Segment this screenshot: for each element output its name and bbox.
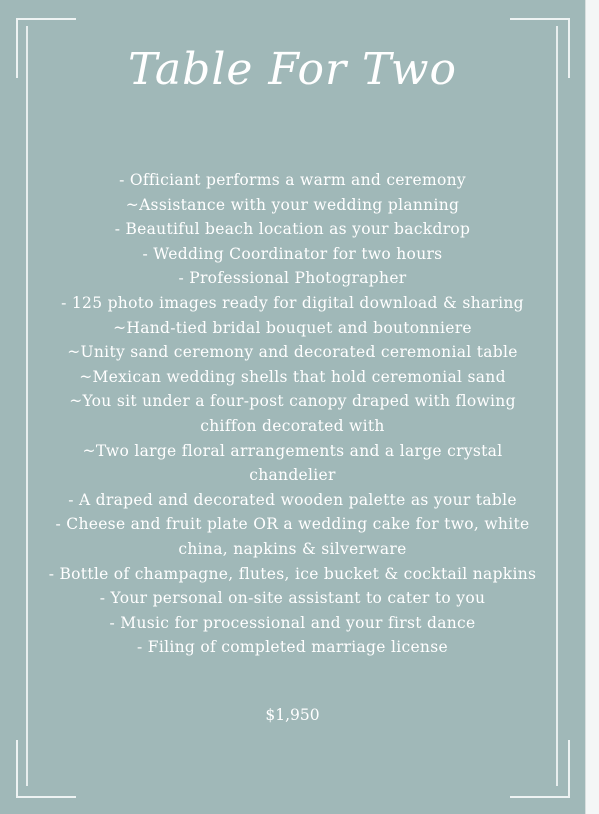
list-item: ~Mexican wedding shells that hold ceremonial sand [79, 367, 506, 386]
list-item: - 125 photo images ready for digital download & sharing [61, 293, 524, 312]
corner-line-bottom-right-horizontal [510, 796, 570, 798]
list-item: - Filing of completed marriage license [137, 638, 448, 657]
list-item: ~Hand-tied bridal bouquet and boutonniere [113, 318, 472, 337]
list-item: ~Unity sand ceremony and decorated ceremonial table [67, 343, 518, 362]
corner-line-top-right-horizontal [510, 18, 570, 20]
list-item: - Professional Photographer [178, 269, 407, 288]
package-price: $1,950 [265, 706, 320, 724]
list-item: - Wedding Coordinator for two hours [142, 244, 443, 263]
frame-line-left [26, 26, 28, 786]
list-item: - Music for processional and your first dance [109, 613, 476, 632]
frame-line-right [556, 26, 558, 786]
list-item: - Cheese and fruit plate OR a wedding cake for two, white china, napkins & silverware [55, 515, 530, 558]
list-item: ~Assistance with your wedding planning [125, 195, 460, 214]
list-item: - A draped and decorated wooden palette as your table [68, 490, 517, 509]
corner-line-bottom-right-vertical [568, 740, 570, 798]
list-item: - Officiant performs a warm and ceremony [119, 171, 466, 189]
list-item: - Your personal on-site assistant to cater to you [99, 589, 486, 608]
list-item: - Beautiful beach location as your backdrop [114, 220, 471, 239]
corner-line-top-left-horizontal [16, 18, 76, 20]
corner-line-bottom-left-vertical [16, 740, 18, 798]
feature-list [40, 168, 545, 660]
corner-line-bottom-left-horizontal [16, 796, 76, 798]
package-title: Table For Two [128, 44, 457, 95]
list-item: ~Two large floral arrangements and a large crystal chandelier [82, 441, 503, 485]
list-item: - Bottle of champagne, flutes, ice bucket & cocktail napkins [48, 564, 537, 583]
page-edge [585, 0, 599, 814]
list-item: ~You sit under a four-post canopy draped with flowing chiffon decorated with [69, 392, 516, 435]
